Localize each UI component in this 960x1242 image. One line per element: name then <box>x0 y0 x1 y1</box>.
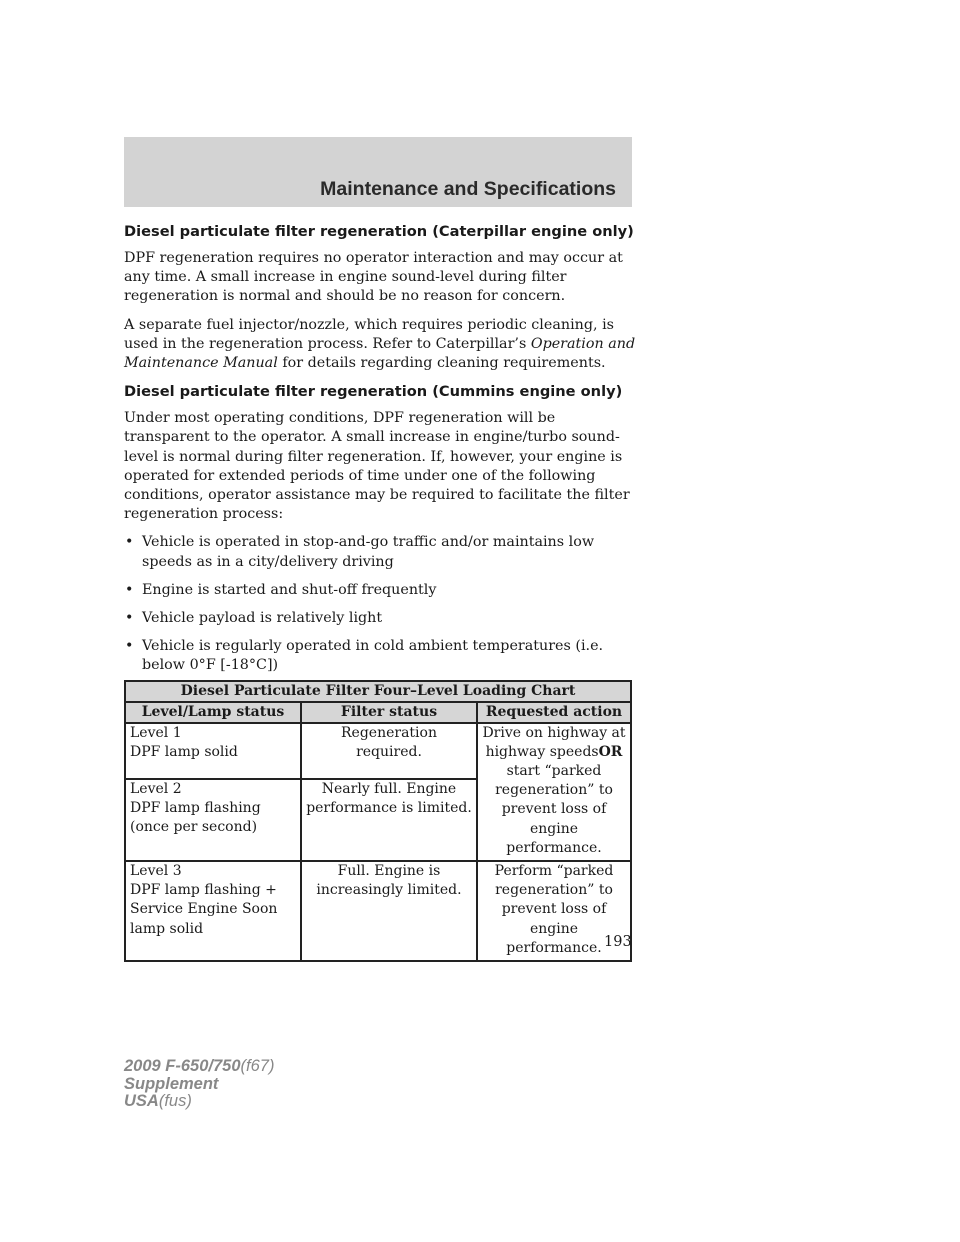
page-content <box>124 222 636 962</box>
level-cell <box>125 723 301 779</box>
column-header-level: Level/Lamp status <box>125 702 301 723</box>
section-header-band <box>124 137 632 207</box>
table-row <box>125 861 631 961</box>
level-cell-line: lamp solid <box>130 920 204 937</box>
footer-line-supplement <box>124 1076 274 1094</box>
action-text-end: start “parked regeneration” to prevent loss of engine performance. <box>495 763 613 856</box>
list-item-text: Vehicle is regularly operated in cold ambient temperatures (i.e. below 0°F [-18°C]) <box>142 638 604 674</box>
list-item-text: Vehicle payload is relatively light <box>142 610 383 627</box>
caterpillar-paragraph-2-start: A separate fuel injector/nozzle, which requires periodic cleaning, is used in the regeneration process. Refer to Caterpillar’s <box>124 316 615 352</box>
loading-chart-table <box>124 680 632 962</box>
list-item <box>124 609 636 628</box>
footer-model-code: (f67) <box>240 1057 275 1075</box>
level-cell-line: (once per second) <box>130 819 258 836</box>
filter-cell-line: performance is limited. <box>306 800 472 817</box>
caterpillar-paragraph-2 <box>124 316 636 374</box>
level-cell-line: Level 2 <box>130 781 182 798</box>
footer-model: 2009 F-650/750 <box>124 1057 241 1075</box>
caterpillar-paragraph-2-end: for details regarding cleaning requirements. <box>277 355 606 372</box>
footer-line-model <box>124 1058 274 1076</box>
filter-cell <box>301 861 477 961</box>
level-cell <box>125 861 301 961</box>
section-title: Maintenance and Specifications <box>320 178 616 200</box>
level-cell-line: DPF lamp solid <box>130 743 238 760</box>
bullet-icon: • <box>125 638 134 655</box>
page-number: 193 <box>604 934 632 950</box>
list-item-text: Vehicle is operated in stop-and-go traffic and/or maintains low speeds as in a city/delivery driving <box>142 534 595 570</box>
cummins-heading: Diesel particulate filter regeneration (Cummins engine only) <box>124 383 623 401</box>
footer-market-code: (fus) <box>158 1092 192 1110</box>
level-cell-line: Level 1 <box>130 724 182 741</box>
filter-cell <box>301 779 477 861</box>
document-footer <box>124 1058 274 1111</box>
bullet-icon: • <box>125 610 134 627</box>
footer-supplement: Supplement <box>124 1074 219 1093</box>
filter-cell <box>301 723 477 779</box>
conditions-list <box>124 533 636 675</box>
column-header-action: Requested action <box>477 702 631 723</box>
action-cell <box>477 723 631 861</box>
caterpillar-paragraph-1: DPF regeneration requires no operator interaction and may occur at any time. A small increase in engine sound-level during filter regeneration is normal and should be no reason for concern. <box>124 250 623 305</box>
action-text-bold: OR <box>598 743 623 760</box>
list-item <box>124 581 636 600</box>
cummins-paragraph-1: Under most operating conditions, DPF regeneration will be transparent to the operator. A small increase in engine/turbo sound-level is normal during filter regeneration. If, however, your engine is operated for extended periods of time under one of the following conditions, operator assistance may be required to facilitate the filter regeneration process: <box>124 410 630 523</box>
filter-cell-line: increasingly limited. <box>316 882 462 899</box>
manual-title-italic: Operation and Maintenance Manual <box>124 335 636 372</box>
table-title: Diesel Particulate Filter Four–Level Loading Chart <box>125 681 631 702</box>
filter-cell-line: Nearly full. Engine <box>321 781 457 798</box>
table-row <box>125 723 631 779</box>
list-item <box>124 533 636 571</box>
list-item <box>124 637 636 675</box>
footer-line-market <box>124 1093 274 1111</box>
level-cell-line: DPF lamp flashing + <box>130 882 277 899</box>
list-item-text: Engine is started and shut-off frequently <box>142 581 437 598</box>
bullet-icon: • <box>125 581 134 598</box>
filter-cell-line: Full. Engine is <box>337 863 441 880</box>
footer-market: USA <box>124 1092 159 1110</box>
level-cell-line: Level 3 <box>130 863 182 880</box>
action-text-start: Drive on highway at highway speeds <box>482 724 626 760</box>
filter-cell-line: Regeneration required. <box>341 724 437 760</box>
level-cell <box>125 779 301 861</box>
bullet-icon: • <box>125 534 134 551</box>
table-header-row <box>125 702 631 723</box>
level-cell-line: Service Engine Soon <box>130 901 278 918</box>
caterpillar-heading: Diesel particulate filter regeneration (Caterpillar engine only) <box>124 223 634 240</box>
action-cell: Perform “parked regeneration” to prevent loss of engine performance. <box>477 861 631 961</box>
level-cell-line: DPF lamp flashing <box>130 800 261 817</box>
table-title-row <box>125 681 631 702</box>
column-header-filter: Filter status <box>301 702 477 723</box>
